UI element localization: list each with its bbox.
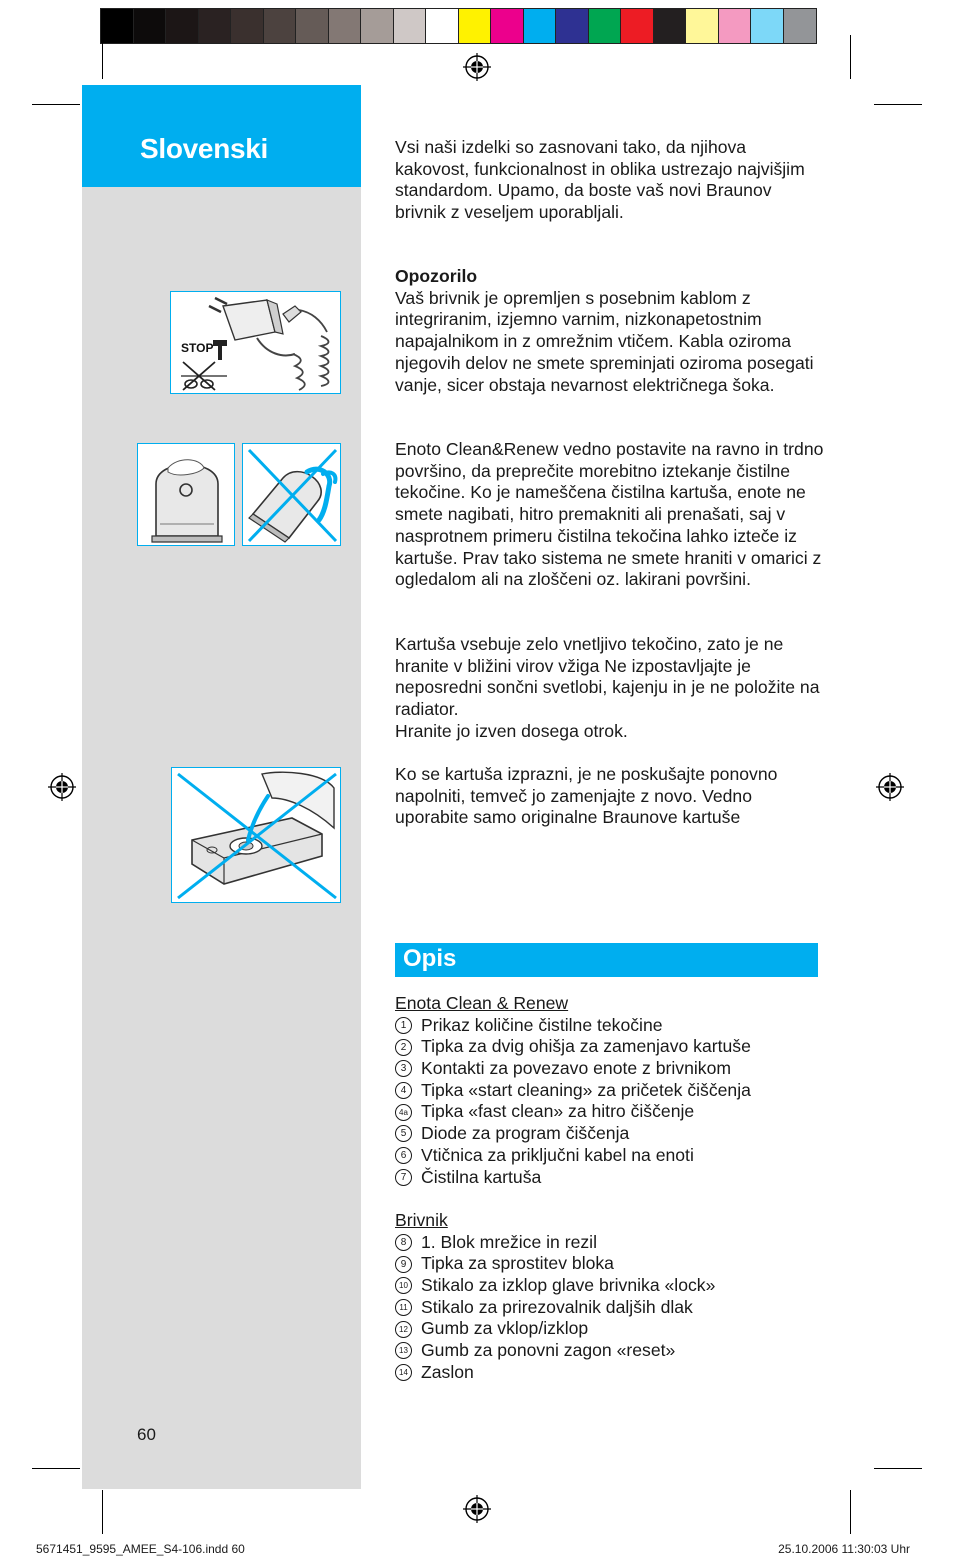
section-heading-opis: Opis [403, 945, 457, 972]
item-number-badge: 4 [395, 1082, 412, 1099]
list-item [395, 1297, 835, 1319]
color-swatch [491, 9, 524, 43]
item-number-badge: 7 [395, 1169, 412, 1186]
warning-paragraph-placement: Enoto Clean&Renew vedno postavite na ravno in trdno površino, da preprečite morebitno iztekanje čistilne tekočine. Ko je nameščena čistilna kartuša, enote ne smete nagibati, hitro premakniti ali prenašati, saj v nasprotnem primeru čistilna tekočina lahko izteče iz kartuše. Prav tako sistema ne smete hraniti v omarici z ogledalom ali na zloščeni oz. lakirani površini. [395, 439, 824, 590]
crop-mark [102, 35, 103, 79]
item-text: Zaslon [421, 1361, 474, 1382]
cable-warning-illustration [170, 291, 341, 394]
item-text: Prikaz količine čistilne tekočine [421, 1014, 663, 1035]
crop-mark [850, 1490, 851, 1534]
color-swatch [719, 9, 752, 43]
item-text: Tipka «fast clean» za hitro čiščenje [421, 1101, 695, 1122]
list-item [395, 1318, 835, 1340]
color-swatch [524, 9, 557, 43]
list-item [395, 1362, 835, 1384]
item-number-badge: 2 [395, 1039, 412, 1056]
color-swatch [751, 9, 784, 43]
item-number-badge: 13 [395, 1342, 412, 1359]
shaver-parts-list [395, 1210, 835, 1384]
item-text: Tipka «start cleaning» za pričetek čiščenja [421, 1079, 751, 1100]
color-swatch [686, 9, 719, 43]
page-number: 60 [137, 1425, 156, 1444]
crop-mark [850, 35, 851, 79]
warning-section [395, 266, 825, 396]
item-text: Tipka za sprostitev bloka [421, 1253, 614, 1274]
warning-paragraph-cable: Vaš brivnik je opremljen s posebnim kablom z integriranim, izjemno varnim, nizkonapetostnim napajalnikom in z omrežnim vtičem. Kabla oziroma njegovih delov ne smete spreminjati oziroma posegati vanje, sicer obstaja nevarnost električnega šoka. [395, 287, 814, 395]
item-text: Vtičnica za priključni kabel na enoti [421, 1144, 694, 1165]
list-item [395, 1253, 835, 1275]
warning-paragraph-refill: Ko se kartuša izprazni, je ne poskušajte ponovno napolniti, temveč jo zamenjajte z novo. Vedno uporabite samo originalne Braunove kartuše [395, 764, 778, 828]
cleaning-unit-upright-illustration [137, 443, 235, 546]
shaver-list-heading: Brivnik [395, 1210, 448, 1230]
color-swatch [556, 9, 589, 43]
crop-mark [874, 1468, 922, 1469]
page-title: Slovenski [140, 133, 269, 164]
item-number-badge: 4a [395, 1104, 412, 1121]
item-number-badge: 1 [395, 1017, 412, 1034]
color-swatch [394, 9, 427, 43]
item-text: 1. Blok mrežice in rezil [421, 1231, 597, 1252]
item-text: Gumb za ponovni zagon «reset» [421, 1340, 676, 1361]
list-item [395, 1036, 835, 1058]
color-swatch [134, 9, 167, 43]
list-item [395, 1340, 835, 1362]
color-swatch [654, 9, 687, 43]
item-number-badge: 9 [395, 1256, 412, 1273]
list-item [395, 1080, 835, 1102]
warning-flammable-text: Kartuša vsebuje zelo vnetljivo tekočino, zato je ne hranite v bližini virov vžiga Ne izpostavljajte je neposredni sončni svetlobi, kajenju in je ne položite na radiator. [395, 634, 820, 720]
list-item [395, 1123, 835, 1145]
cleaning-unit-tilted-illustration [242, 443, 341, 546]
item-number-badge: 14 [395, 1364, 412, 1381]
item-number-badge: 8 [395, 1234, 412, 1251]
section-heading-bar [395, 943, 818, 977]
item-text: Gumb za vklop/izklop [421, 1318, 589, 1339]
registration-mark-icon [48, 773, 76, 801]
warning-paragraph-flammable [395, 634, 825, 743]
color-swatch [361, 9, 394, 43]
color-swatch [589, 9, 622, 43]
item-text: Čistilna kartuša [421, 1166, 542, 1187]
list-item [395, 1101, 835, 1123]
registration-mark-icon [876, 773, 904, 801]
item-number-badge: 11 [395, 1299, 412, 1316]
crop-mark [874, 104, 922, 105]
color-swatch [166, 9, 199, 43]
crop-mark [32, 104, 80, 105]
item-number-badge: 6 [395, 1147, 412, 1164]
item-text: Kontakti za povezavo enote z brivnikom [421, 1058, 732, 1079]
item-text: Diode za program čiščenja [421, 1123, 630, 1144]
item-text: Stikalo za prirezovalnik daljših dlak [421, 1296, 693, 1317]
stop-label: STOP [181, 341, 214, 355]
list-item [395, 1015, 835, 1037]
color-swatch [459, 9, 492, 43]
list-item [395, 1275, 835, 1297]
cartridge-refill-prohibited-illustration [171, 767, 341, 903]
unit-list-heading: Enota Clean & Renew [395, 993, 569, 1013]
color-swatch [784, 9, 817, 43]
crop-mark [32, 1468, 80, 1469]
color-swatch [231, 9, 264, 43]
list-item [395, 1167, 835, 1189]
color-swatch [329, 9, 362, 43]
list-item [395, 1145, 835, 1167]
item-text: Stikalo za izklop glave brivnika «lock» [421, 1275, 716, 1296]
color-swatch [199, 9, 232, 43]
warning-children-text: Hranite jo izven dosega otrok. [395, 720, 628, 741]
color-swatch [426, 9, 459, 43]
warning-heading: Opozorilo [395, 266, 478, 286]
color-swatch [296, 9, 329, 43]
color-swatch [264, 9, 297, 43]
color-calibration-bar [100, 8, 817, 44]
item-number-badge: 10 [395, 1277, 412, 1294]
item-text: Tipka za dvig ohišja za zamenjavo kartuše [421, 1036, 751, 1057]
item-number-badge: 12 [395, 1321, 412, 1338]
footer-file-info: 5671451_9595_AMEE_S4-106.indd 60 [36, 1542, 245, 1556]
registration-mark-icon [463, 1495, 491, 1523]
registration-mark-icon [463, 53, 491, 81]
intro-paragraph: Vsi naši izdelki so zasnovani tako, da njihova kakovost, funkcionalnost in oblika ustrezajo najvišjim standardom. Upamo, da boste vaš novi Braunov brivnik z veseljem uporabljali. [395, 137, 805, 223]
list-item [395, 1058, 835, 1080]
item-number-badge: 3 [395, 1060, 412, 1077]
footer-timestamp: 25.10.2006 11:30:03 Uhr [778, 1542, 910, 1556]
list-item [395, 1232, 835, 1254]
color-swatch [621, 9, 654, 43]
crop-mark [102, 1490, 103, 1534]
color-swatch [101, 9, 134, 43]
item-number-badge: 5 [395, 1125, 412, 1142]
unit-parts-list [395, 993, 835, 1188]
